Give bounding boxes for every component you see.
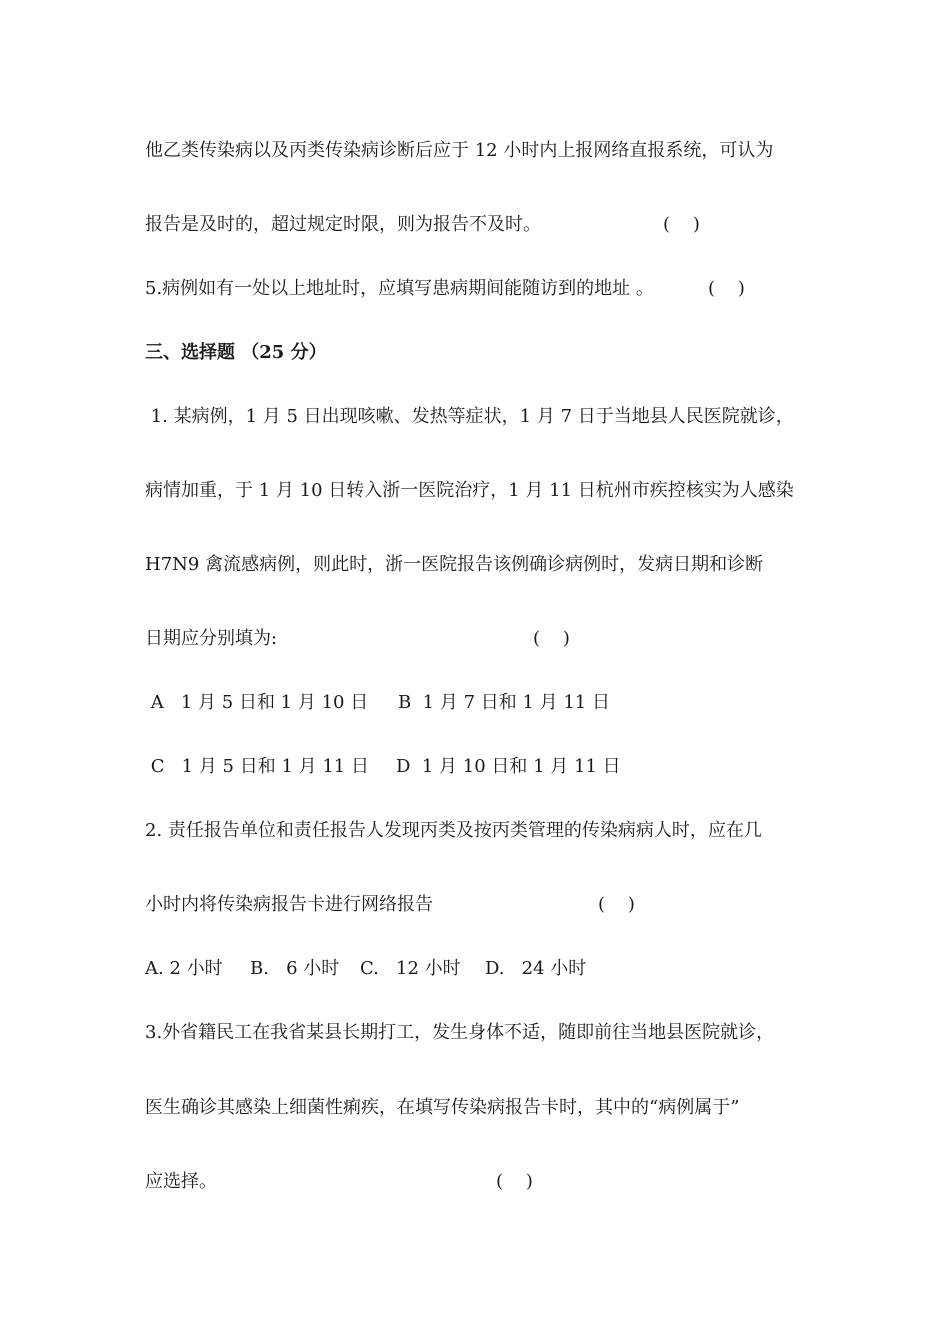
q2-text-line2: 小时内将传染病报告卡进行网络报告 bbox=[145, 894, 433, 915]
q1-answer-blank: ( ) bbox=[533, 628, 570, 649]
q3-answer-blank: ( ) bbox=[496, 1171, 533, 1192]
q1-option-b: B 1 月 7 日和 1 月 11 日 bbox=[398, 692, 610, 713]
q1-text-line2: 病情加重，于 1 月 10 日转入浙一医院治疗，1 月 11 日杭州市疾控核实为人感染 bbox=[145, 480, 794, 501]
q3-text-line2: 医生确诊其感染上细菌性痢疾，在填写传染病报告卡时，其中的“病例属于” bbox=[145, 1097, 740, 1118]
item5-answer-blank: ( ) bbox=[708, 278, 745, 299]
item4-text-line2: 报告是及时的，超过规定时限，则为报告不及时。 bbox=[145, 214, 541, 235]
q2-answer-blank: ( ) bbox=[598, 894, 635, 915]
q2-option-b: B. 6 小时 bbox=[250, 958, 340, 979]
item5-text: 5.病例如有一处以上地址时，应填写患病期间能随访到的地址 。 bbox=[145, 278, 654, 299]
q2-text-line1: 2. 责任报告单位和责任报告人发现丙类及按丙类管理的传染病病人时，应在几 bbox=[145, 820, 762, 841]
q1-option-a: A 1 月 5 日和 1 月 10 日 bbox=[145, 692, 369, 713]
item4-answer-blank: ( ) bbox=[663, 214, 700, 235]
q1-text-line4: 日期应分别填为: bbox=[145, 628, 278, 649]
q2-option-a: A. 2 小时 bbox=[145, 958, 223, 979]
q2-option-c: C. 12 小时 bbox=[360, 958, 461, 979]
q2-option-d: D. 24 小时 bbox=[485, 958, 587, 979]
section3-heading: 三、选择题 （25 分） bbox=[145, 342, 327, 363]
q1-text-line1: 1. 某病例，1 月 5 日出现咳嗽、发热等症状，1 月 7 日于当地县人民医院就诊， bbox=[145, 406, 794, 427]
q1-option-c: C 1 月 5 日和 1 月 11 日 bbox=[145, 756, 369, 777]
q1-option-d: D 1 月 10 日和 1 月 11 日 bbox=[396, 756, 621, 777]
q3-text-line3: 应选择。 bbox=[145, 1171, 217, 1192]
item4-text-line1: 他乙类传染病以及丙类传染病诊断后应于 12 小时内上报网络直报系统，可认为 bbox=[145, 140, 774, 161]
q3-text-line1: 3.外省籍民工在我省某县长期打工，发生身体不适，随即前往当地县医院就诊， bbox=[145, 1022, 775, 1043]
q1-text-line3: H7N9 禽流感病例，则此时，浙一医院报告该例确诊病例时，发病日期和诊断 bbox=[145, 554, 764, 575]
